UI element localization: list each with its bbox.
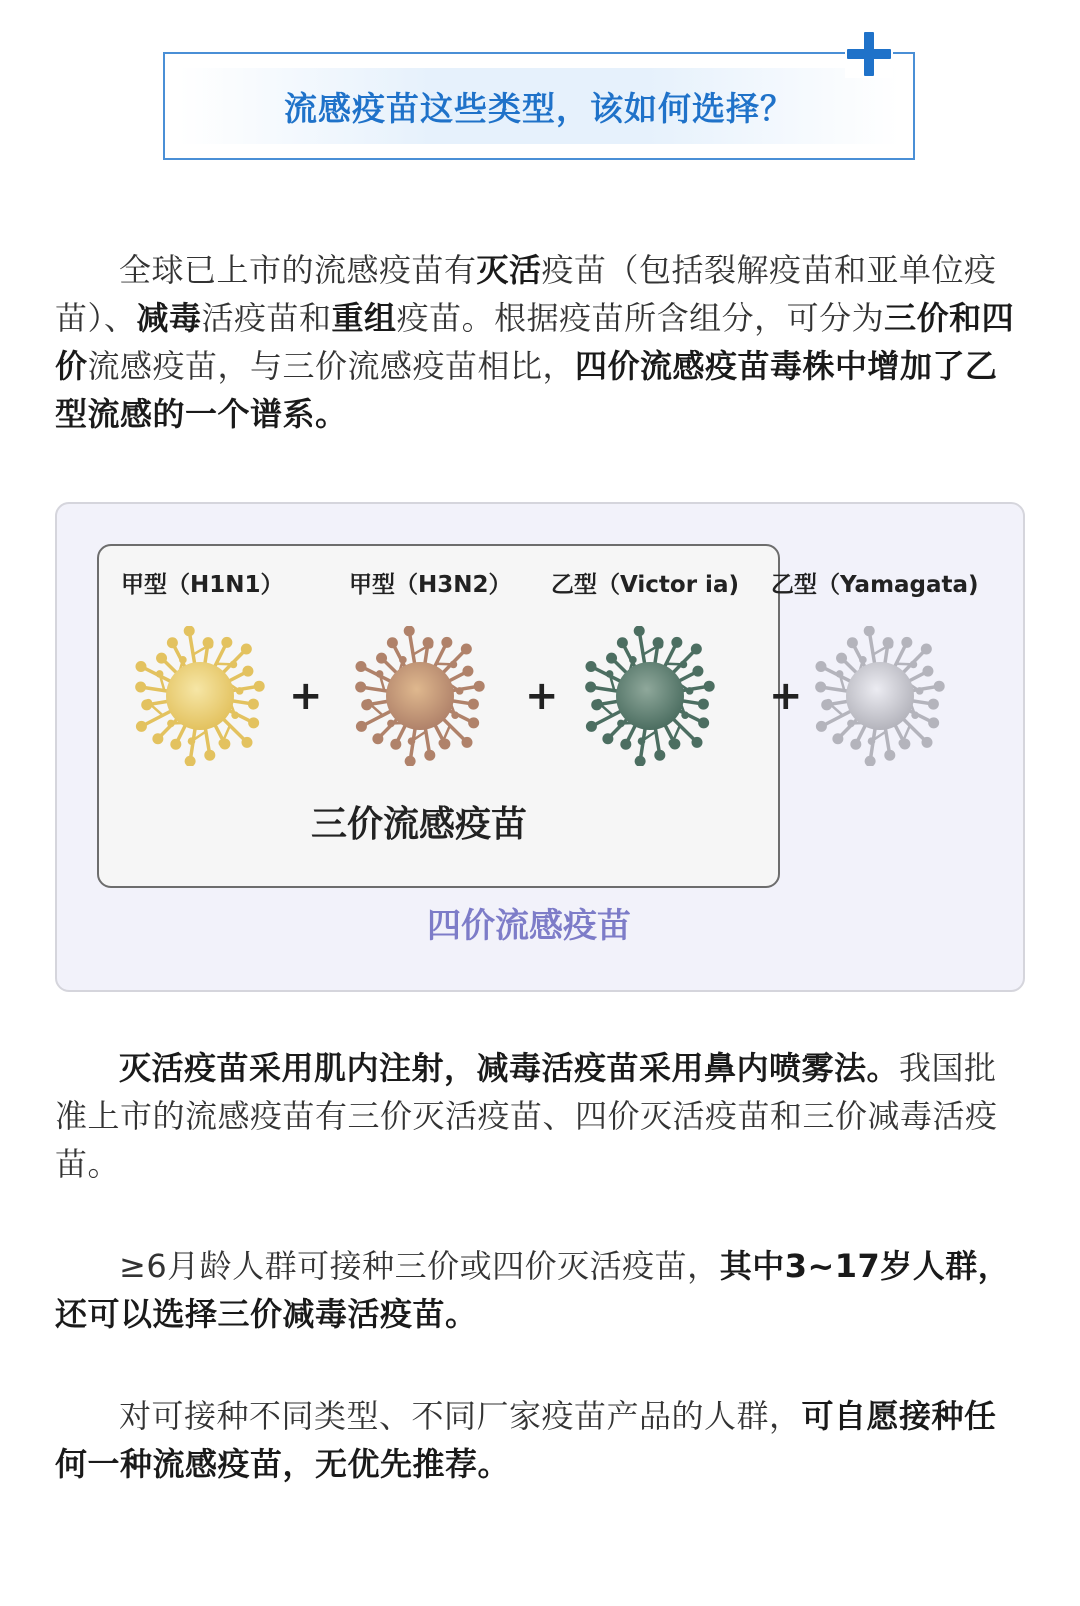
strain-label-victoria: 乙型（Victor ia) bbox=[551, 572, 739, 598]
page-title: 流感疫苗这些类型，该如何选择？ bbox=[284, 88, 794, 128]
paragraph-age-groups bbox=[55, 1242, 1025, 1338]
bold-segment: 灭活疫苗采用肌内注射，减毒活疫苗采用鼻内喷雾法。 bbox=[119, 1049, 900, 1087]
plus-icon bbox=[845, 30, 893, 78]
paragraph-vaccine-types bbox=[55, 246, 1025, 438]
strain-label-yamagata: 乙型（Yamagata) bbox=[771, 572, 979, 598]
trivalent-label: 三价流感疫苗 bbox=[311, 804, 528, 845]
bold-segment: 可自愿接种任何一种流感疫苗，无优先推荐。 bbox=[55, 1397, 997, 1483]
text-segment: ≥6月龄人群可接种三价或四价灭活疫苗， bbox=[119, 1247, 720, 1285]
bold-segment: 减毒 bbox=[136, 299, 202, 337]
virus-victoria-icon bbox=[580, 626, 720, 766]
virus-h1n1-icon bbox=[130, 626, 270, 766]
bold-segment: 四价流感疫苗毒株中增加了乙型流感的一个谱系。 bbox=[55, 347, 998, 433]
text-segment: 疫苗（包括裂解疫苗和亚单位疫苗）、 bbox=[55, 251, 997, 337]
text-segment: 活疫苗和 bbox=[201, 299, 332, 337]
virus-yamagata-icon bbox=[810, 626, 950, 766]
plus-sign: + bbox=[525, 673, 559, 719]
strain-label-h3n2: 甲型（H3N2） bbox=[349, 572, 512, 598]
paragraph-recommendation bbox=[55, 1392, 1025, 1488]
plus-sign: + bbox=[769, 673, 803, 719]
quadrivalent-label: 四价流感疫苗 bbox=[427, 906, 631, 946]
vaccine-composition-figure bbox=[55, 502, 1025, 992]
bold-segment: 灭活 bbox=[476, 251, 542, 289]
title-box bbox=[163, 52, 915, 160]
bold-segment: 其中3~17岁人群，还可以选择三价减毒活疫苗。 bbox=[55, 1247, 1011, 1333]
plus-sign: + bbox=[289, 673, 323, 719]
strain-label-h1n1: 甲型（H1N1） bbox=[121, 572, 284, 598]
virus-h3n2-icon bbox=[350, 626, 490, 766]
text-segment: 流感疫苗，与三价流感疫苗相比， bbox=[87, 347, 576, 385]
paragraph-administration bbox=[55, 1044, 1025, 1188]
text-segment: 对可接种不同类型、不同厂家疫苗产品的人群， bbox=[119, 1397, 802, 1435]
text-segment: 我国批准上市的流感疫苗有三价灭活疫苗、四价灭活疫苗和三价减毒活疫苗。 bbox=[55, 1049, 998, 1183]
text-segment: 疫苗。根据疫苗所含组分，可分为 bbox=[396, 299, 885, 337]
title-banner bbox=[179, 68, 899, 144]
bold-segment: 重组 bbox=[331, 299, 397, 337]
bold-segment: 三价和四价 bbox=[55, 299, 1015, 385]
text-segment: 全球已上市的流感疫苗有 bbox=[119, 251, 477, 289]
